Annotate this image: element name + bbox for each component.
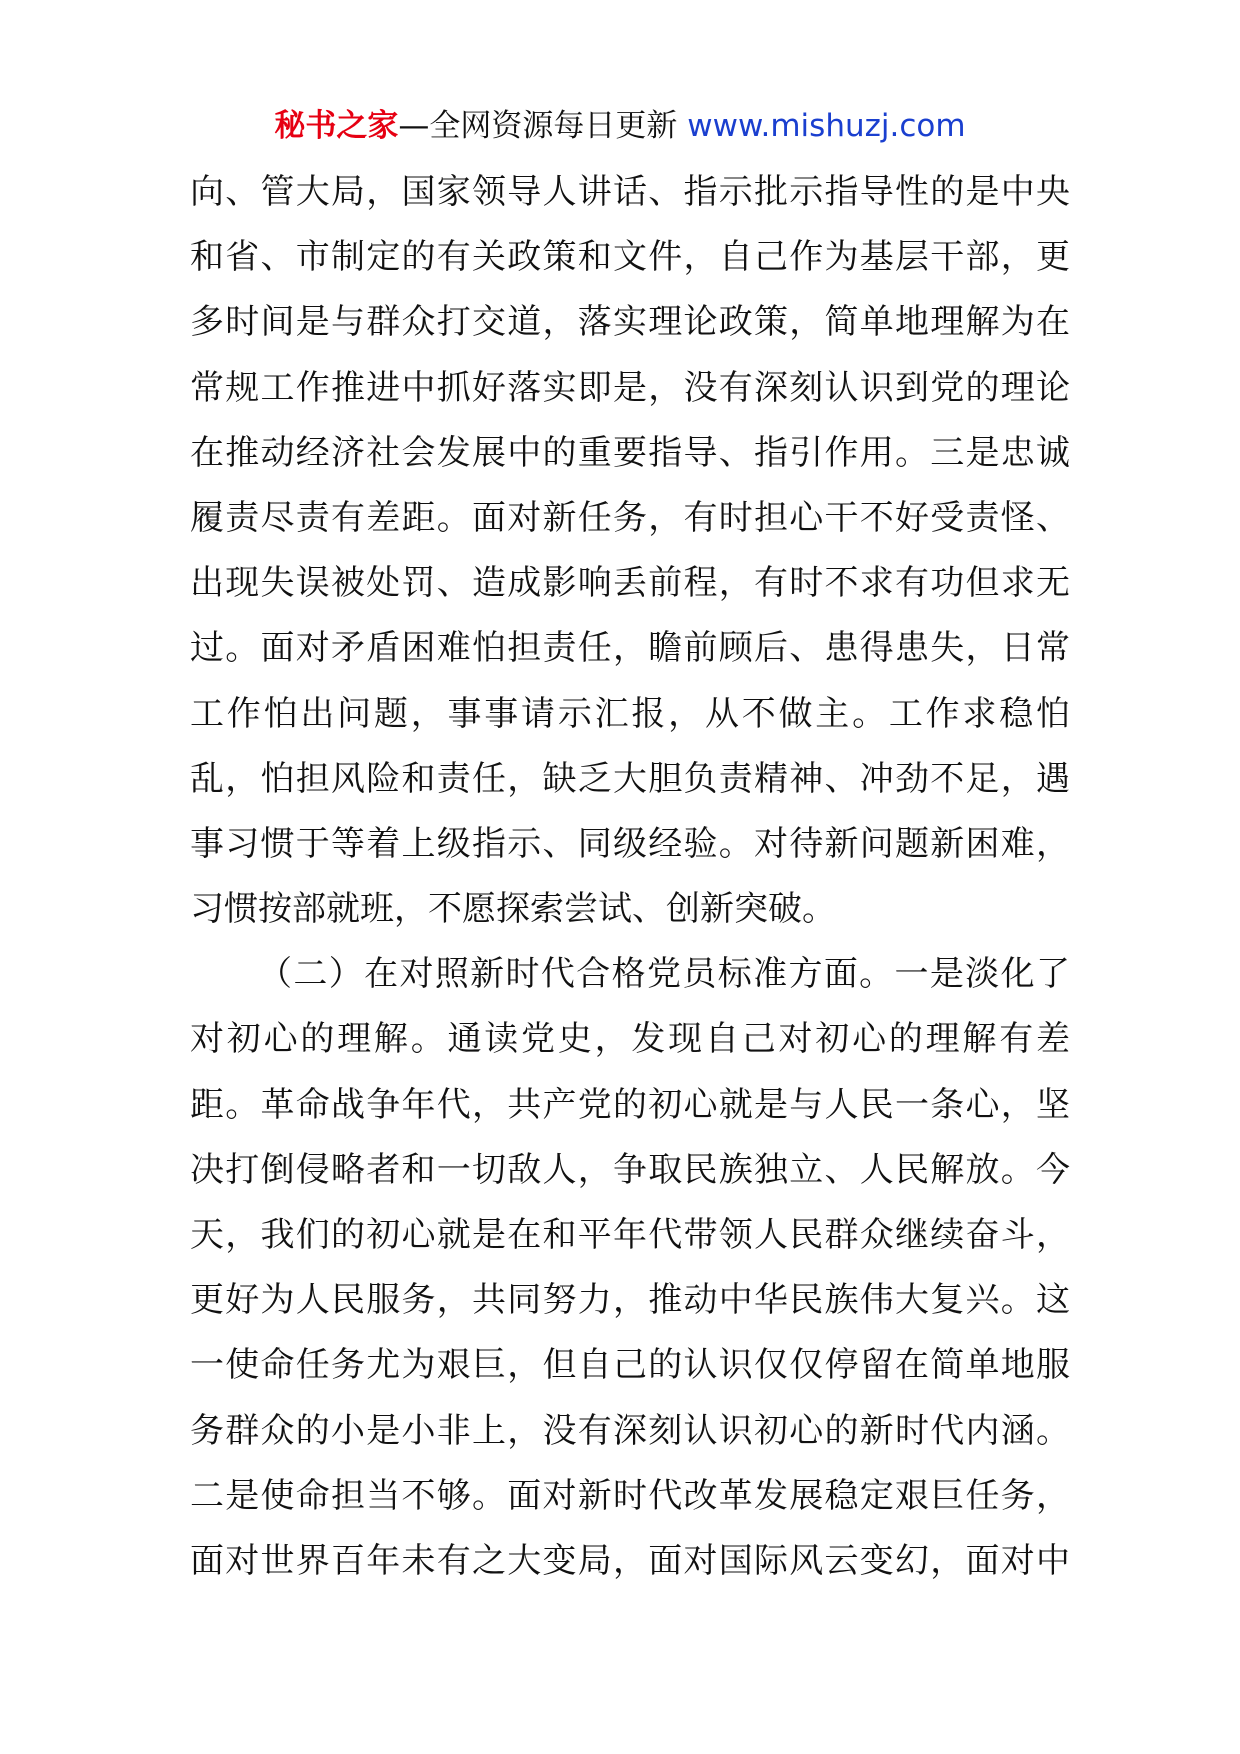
paragraph-end-line: 习惯按部就班，不愿探索尝试、创新突破。: [190, 889, 836, 930]
text-line: 多时间是与群众打交道，落实理论政策，简单地理解为在: [190, 302, 1070, 343]
text-line: 二是使命担当不够。面对新时代改革发展稳定艰巨任务，: [190, 1475, 1070, 1516]
website-url[interactable]: www.mishuzj.com: [687, 108, 966, 144]
header-tagline: —全网资源每日更新: [398, 108, 688, 144]
page-header: [0, 98, 1240, 154]
text-line: 一使命任务尤为艰巨，但自己的认识仅仅停留在简单地服: [190, 1345, 1070, 1386]
text-line: 距。革命战争年代，共产党的初心就是与人民一条心，坚: [190, 1084, 1070, 1125]
text-line: 天，我们的初心就是在和平年代带领人民群众继续奋斗，: [190, 1215, 1070, 1255]
text-line: 对初心的理解。通读党史，发现自己对初心的理解有差: [190, 1019, 1070, 1060]
text-line: 决打倒侵略者和一切敌人，争取民族独立、人民解放。今: [190, 1149, 1070, 1190]
text-line: 务群众的小是小非上，没有深刻认识初心的新时代内涵。: [190, 1410, 1070, 1451]
text-line: 向、管大局，国家领导人讲话、指示批示指导性的是中央: [190, 172, 1070, 212]
text-line: 面对世界百年未有之大变局，面对国际风云变幻，面对中: [190, 1540, 1070, 1581]
section-heading-line: （二）在对照新时代合格党员标准方面。一是淡化了: [258, 954, 1070, 995]
text-line: 和省、市制定的有关政策和文件，自己作为基层干部，更: [190, 237, 1070, 278]
brand-name: 秘书之家: [274, 108, 399, 144]
text-line: 常规工作推进中抓好落实即是，没有深刻认识到党的理论: [190, 367, 1070, 408]
text-line: 乱，怕担风险和责任，缺乏大胆负责精神、冲劲不足，遇: [190, 758, 1070, 799]
text-line: 事习惯于等着上级指示、同级经验。对待新问题新困难，: [190, 823, 1070, 864]
text-line: 履责尽责有差距。面对新任务，有时担心干不好受责怪、: [190, 497, 1070, 538]
text-line: 工作怕出问题，事事请示汇报，从不做主。工作求稳怕: [190, 693, 1070, 734]
document-body: [190, 160, 1070, 1594]
text-line: 过。面对矛盾困难怕担责任，瞻前顾后、患得患失，日常: [190, 628, 1070, 669]
text-line: 更好为人民服务，共同努力，推动中华民族伟大复兴。这: [190, 1280, 1070, 1321]
text-line: 在推动经济社会发展中的重要指导、指引作用。三是忠诚: [190, 432, 1070, 473]
text-line: 出现失误被处罚、造成影响丢前程，有时不求有功但求无: [190, 563, 1070, 604]
